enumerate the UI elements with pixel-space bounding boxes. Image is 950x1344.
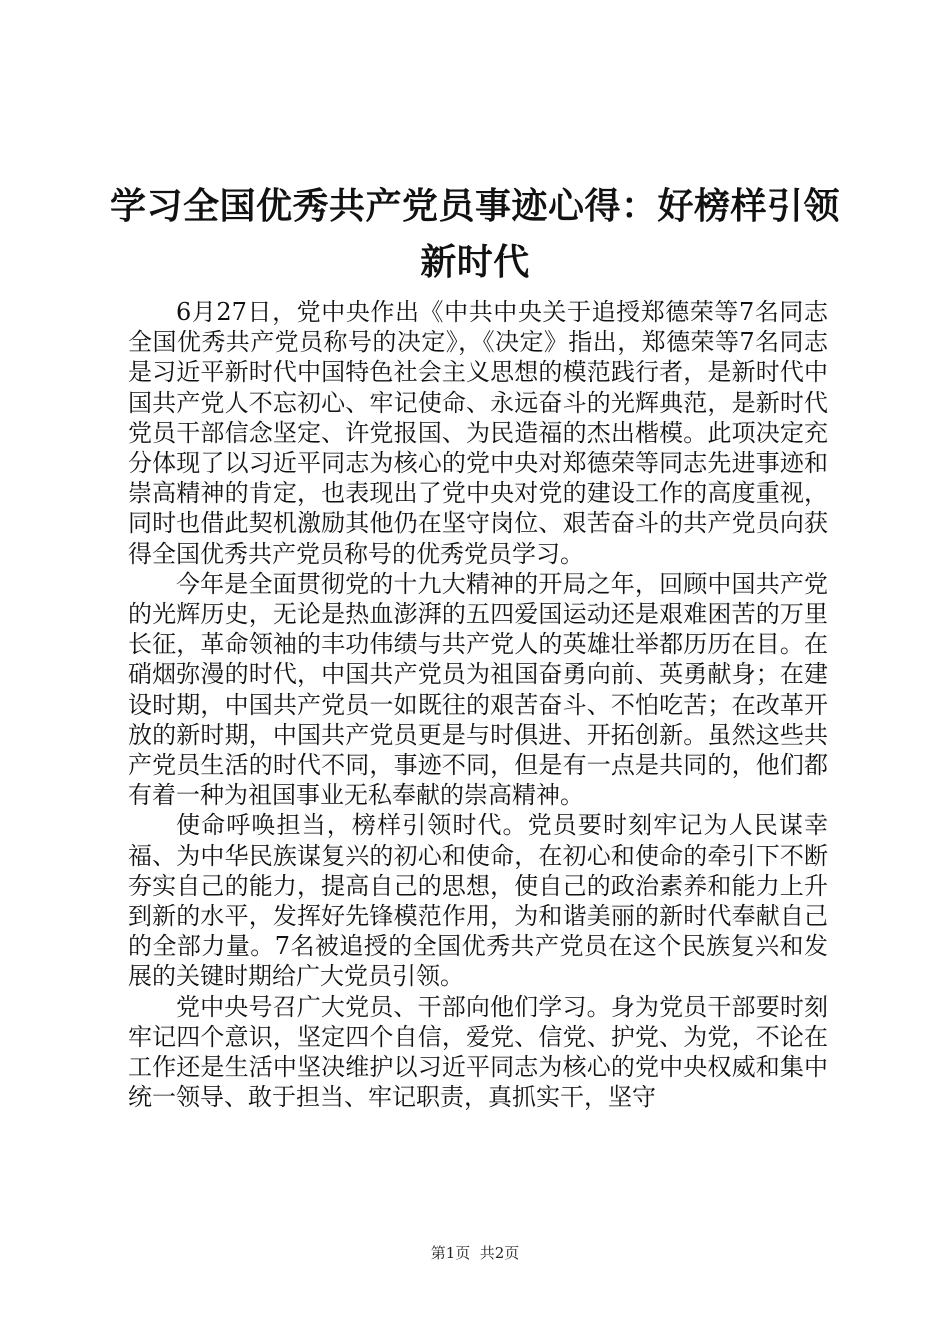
paragraph-1: 6月27日，党中央作出《中共中央关于追授郑德荣等7名同志全国优秀共产党员称号的决定》，《决定》指出，郑德荣等7名同志是习近平新时代中国特色社会主义思想的模范践行者，是新时代中国共产党人不忘初心、牢记使命、永远奋斗的光辉典范，是新时代党员干部信念坚定、许党报国、为民造福的杰出楷模。此项决定充分体现了以习近平同志为核心的党中央对郑德荣等同志先进事迹和崇高精神的肯定，也表现出了党中央对党的建设工作的高度重视，同时也借此契机激励其他仍在坚守岗位、艰苦奋斗的共产党员向获得全国优秀共产党员称号的优秀党员学习。 — [128, 298, 828, 568]
title-line-2: 新时代 — [420, 241, 530, 283]
title-line-1: 学习全国优秀共产党员事迹心得：好榜样引领 — [110, 185, 841, 227]
document-body — [128, 297, 828, 1112]
paragraph-4: 党中央号召广大党员、干部向他们学习。身为党员干部要时刻牢记四个意识，坚定四个自信，爱党、信党、护党、为党，不论在工作还是生活中坚决维护以习近平同志为核心的党中央权威和集中统一领导、敢于担当、牢记职责，真抓实干，坚守 — [128, 992, 828, 1112]
page-footer: 第1页 共2页 — [430, 1244, 520, 1262]
document-title — [110, 178, 840, 290]
paragraph-2: 今年是全面贯彻党的十九大精神的开局之年，回顾中国共产党的光辉历史，无论是热血澎湃的五四爱国运动还是艰难困苦的万里长征，革命领袖的丰功伟绩与共产党人的英雄壮举都历历在目。在硝烟弥漫的时代，中国共产党员为祖国奋勇向前、英勇献身；在建设时期，中国共产党员一如既往的艰苦奋斗、不怕吃苦；在改革开放的新时期，中国共产党员更是与时俱进、开拓创新。虽然这些共产党员生活的时代不同，事迹不同，但是有一点是共同的，他们都有着一种为祖国事业无私奉献的崇高精神。 — [128, 569, 828, 810]
paragraph-3: 使命呼唤担当，榜样引领时代。党员要时刻牢记为人民谋幸福、为中华民族谋复兴的初心和使命，在初心和使命的牵引下不断夯实自己的能力，提高自己的思想，使自己的政治素养和能力上升到新的水平，发挥好先锋模范作用，为和谐美丽的新时代奉献自己的全部力量。7名被追授的全国优秀共产党员在这个民族复兴和发展的关键时期给广大党员引领。 — [128, 811, 828, 991]
